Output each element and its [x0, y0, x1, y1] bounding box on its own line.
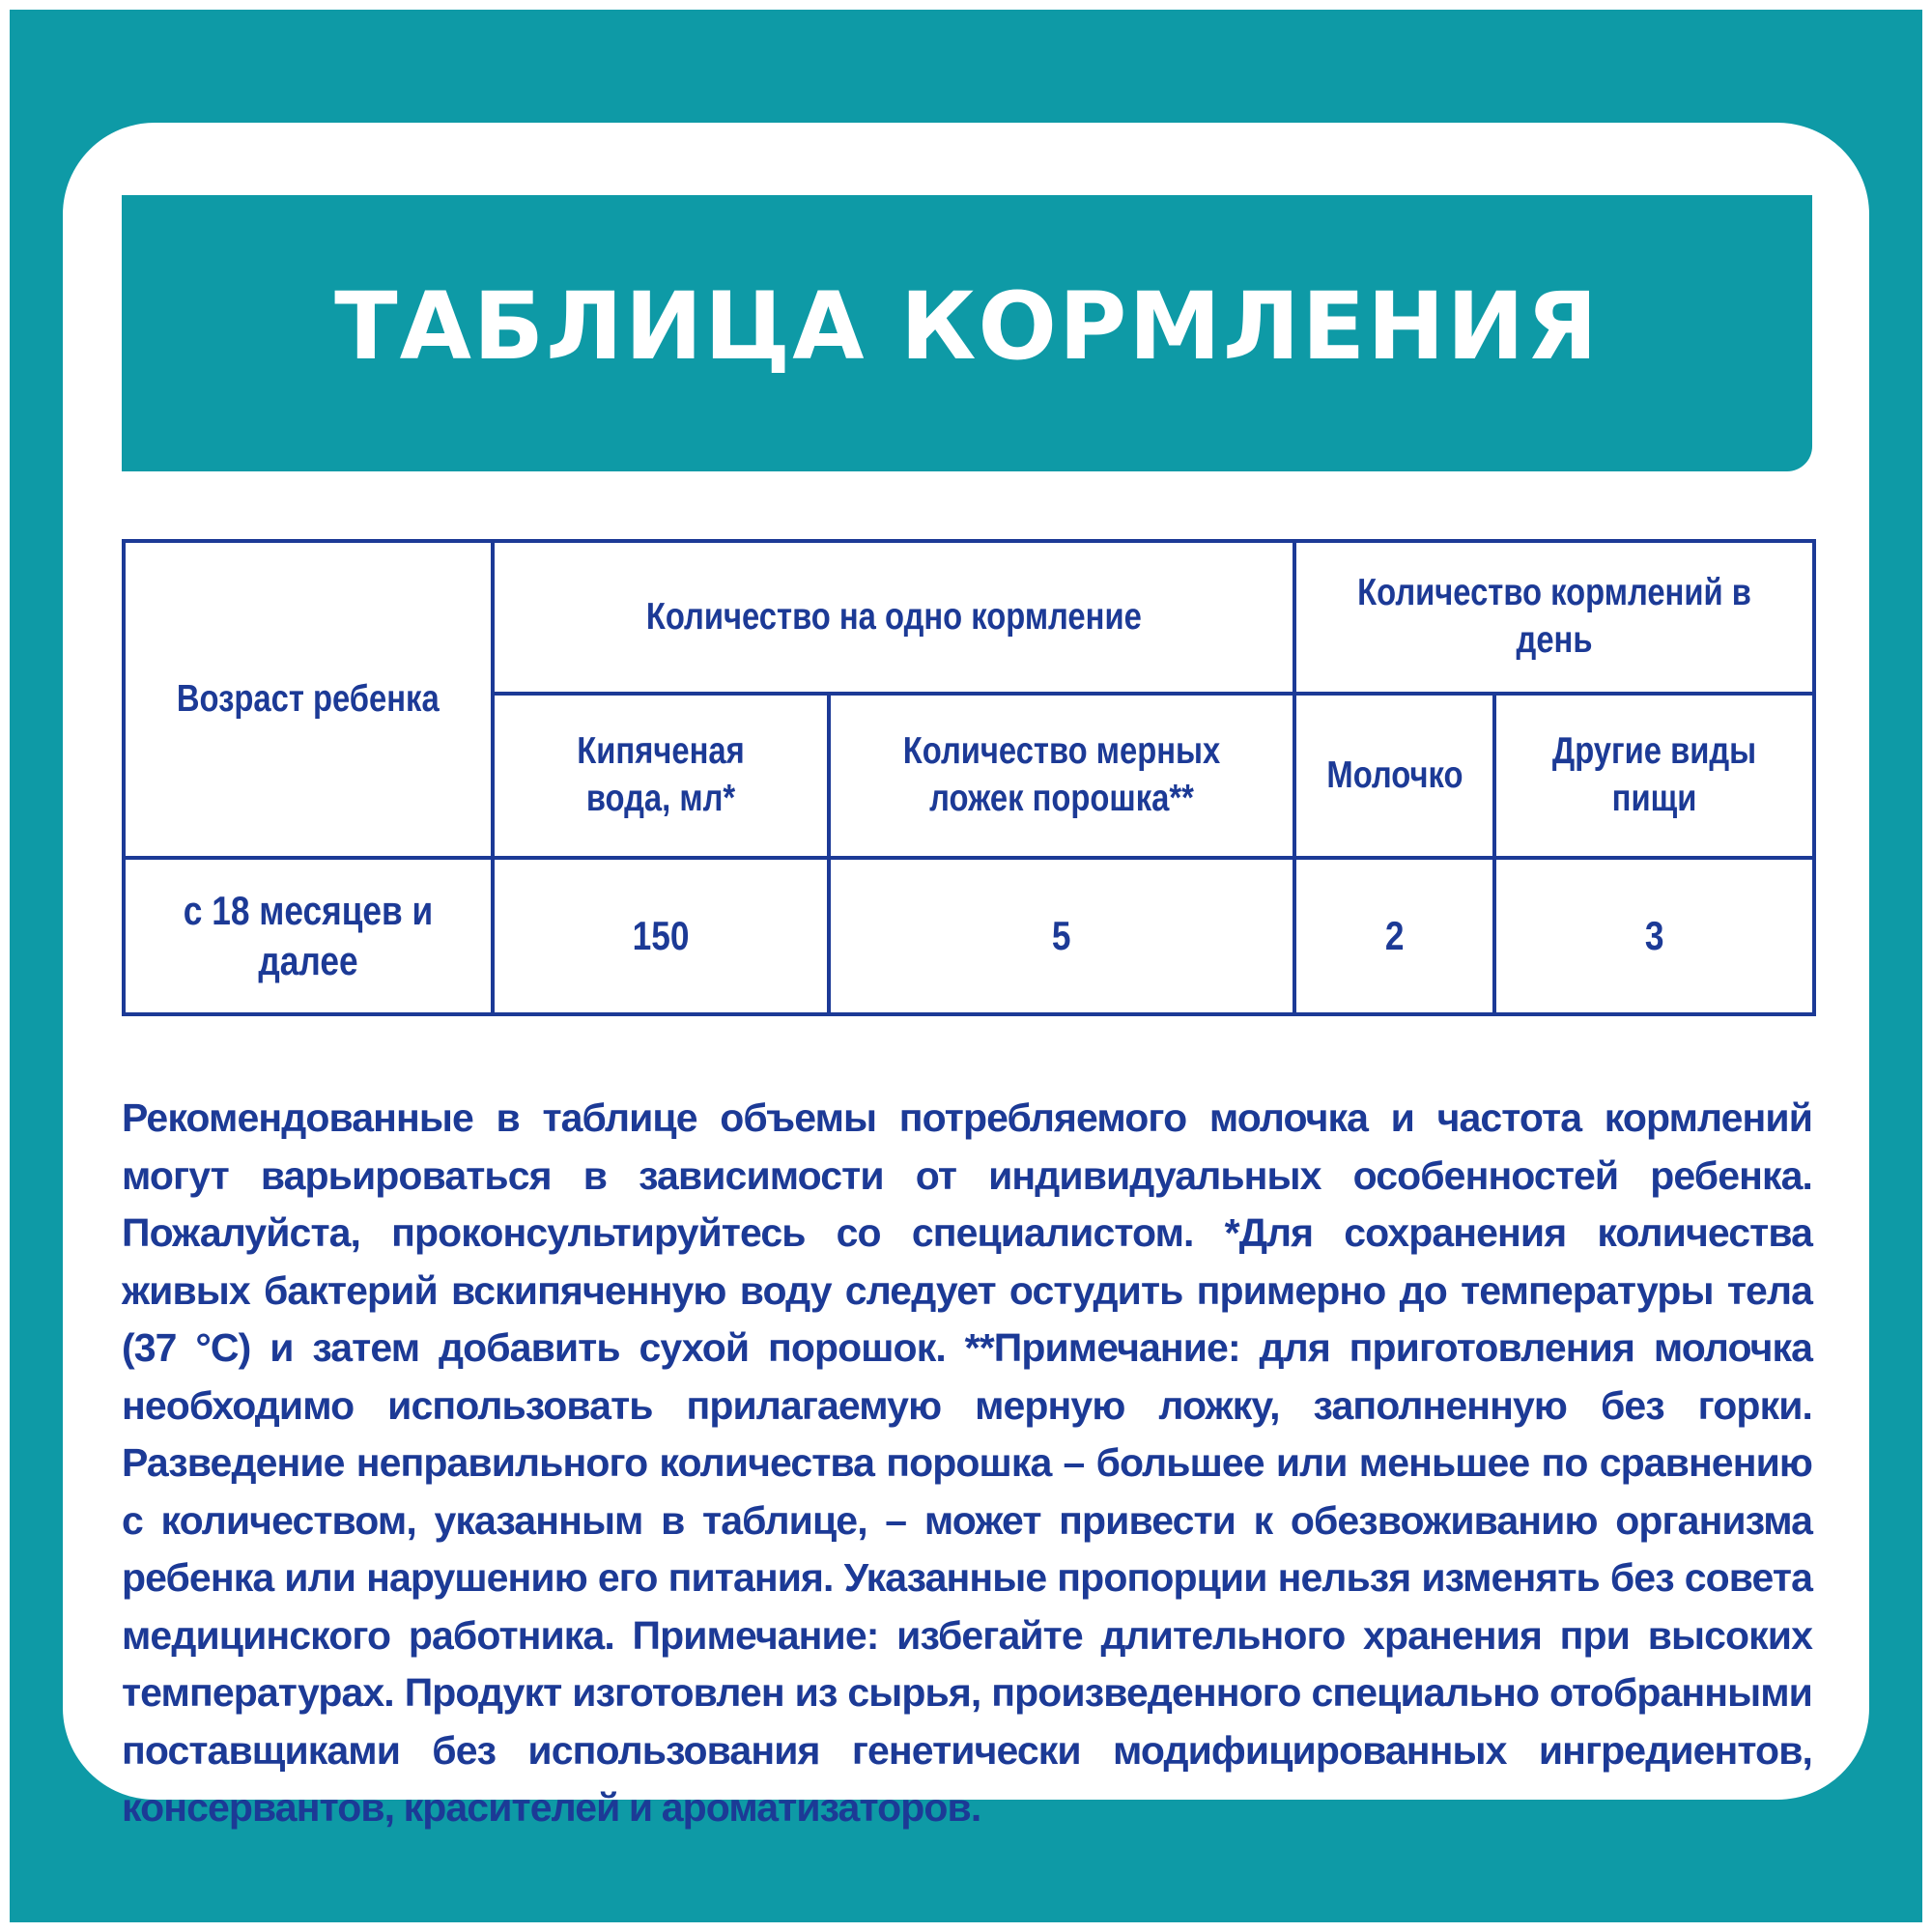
milk-header: Молочко [1325, 753, 1463, 796]
water-header: Кипяченая вода, мл* [577, 730, 745, 819]
feedings-per-day-header: Количество кормлений в день [1357, 572, 1751, 661]
scoops-header: Количество мерных ложек порошка** [902, 730, 1221, 819]
notes-paragraph: Рекомендованные в таблице объемы потребляемого молочка и частота кормлений могут варьироваться в зависимости от индивидуальных особенностей ребенка. Пожалуйста, проконсультируйтесь со специалистом. *Для сохранения количества живых бактерий вскипяченную воду следует остудить примерно до температуры тела (37 °С) и затем добавить сухой порошок. **Примечание: для приготовления молочка необходимо использовать прилагаемую мерную ложку, заполненную без горки. Разведение неправильного количества порошка – большее или меньшее по сравнению с количеством, указанным в таблице, – может привести к обезвоживанию организма ребенка или нарушению его питания. Указанные пропорции нельзя изменять без совета медицинского работника. Примечание: избегайте длительного хранения при высоких температурах. Продукт изготовлен из сырья, произведенного специально отобранными поставщиками без использования генетически модифицированных ингредиентов, консервантов, красителей и ароматизаторов. [122, 1095, 1812, 1830]
table-header-row [124, 541, 1814, 694]
other-food-header-cell [1494, 694, 1814, 858]
other-food-cell [1494, 858, 1814, 1014]
other-food-header: Другие виды пищи [1551, 730, 1757, 819]
other-food-value: 3 [1644, 912, 1664, 958]
age-header-cell [124, 541, 493, 858]
milk-value: 2 [1384, 912, 1405, 958]
feeding-table [122, 539, 1816, 1016]
milk-header-cell [1294, 694, 1494, 858]
scoops-value: 5 [1052, 912, 1071, 958]
per-feeding-header-cell [493, 541, 1294, 694]
age-value: с 18 месяцев и далее [183, 887, 434, 983]
table-row [124, 858, 1814, 1014]
age-cell [124, 858, 493, 1014]
page-title: ТАБЛИЦА КОРМЛЕНИЯ [334, 272, 1600, 381]
feedings-per-day-header-cell [1294, 541, 1814, 694]
per-feeding-header: Количество на одно кормление [645, 595, 1142, 638]
milk-cell [1294, 858, 1494, 1014]
title-banner [122, 195, 1812, 471]
age-header: Возраст ребенка [177, 677, 440, 720]
water-value: 150 [632, 912, 690, 958]
water-header-cell [493, 694, 829, 858]
scoops-header-cell [829, 694, 1294, 858]
scoops-cell [829, 858, 1294, 1014]
water-cell [493, 858, 829, 1014]
